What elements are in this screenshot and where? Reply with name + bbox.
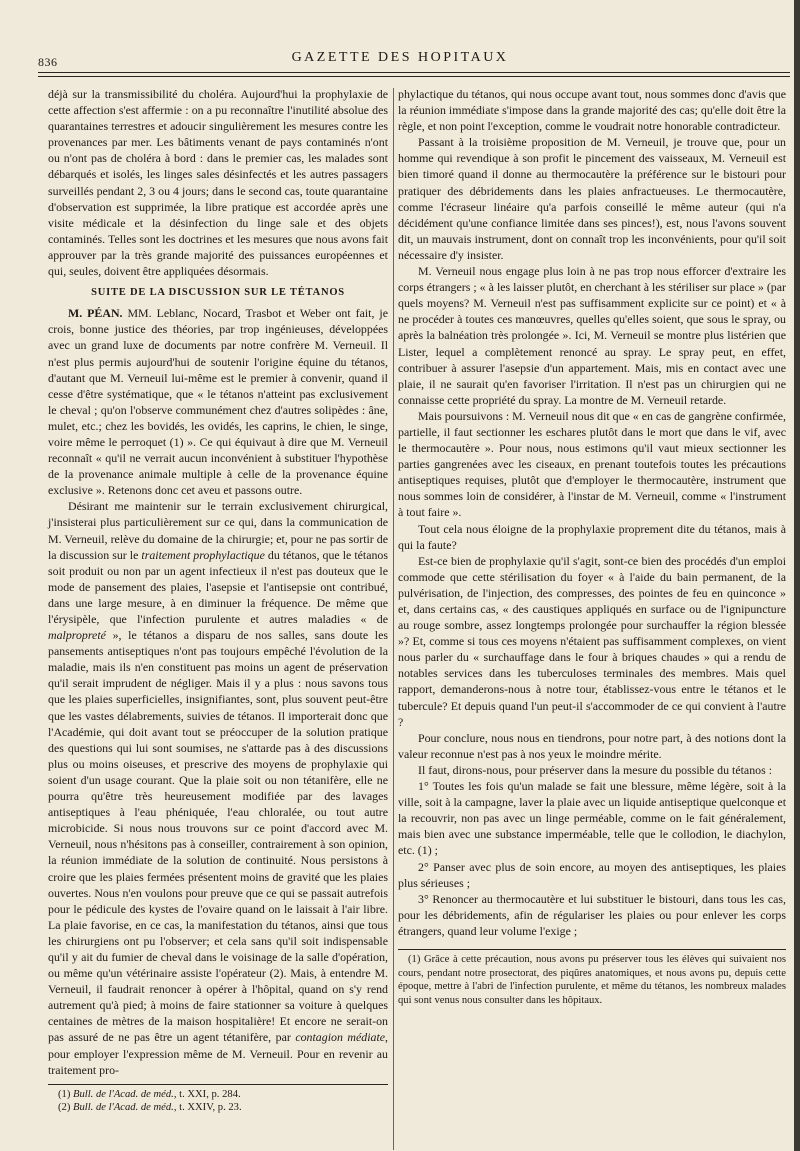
header-rule-thin (38, 76, 790, 77)
footnote-ref: , t. XXIV, p. 23. (173, 1102, 242, 1114)
footnote-rule (48, 1084, 388, 1085)
text-run: du tétanos, que le tétanos soit produit ou non par un agent infectieux il n'est pas douteux que le mode de pansement des plaies, l'asepsie et l'antisepsie ont contribué, dans une large mesure, à en diminuer la fréquence. De même que l'érysipèle, que l'infection purulente et autres maladies « de (48, 547, 389, 626)
paragraph-cholera: déjà sur la transmissibilité du choléra. Aujourd'hui la prophylaxie de cette affection s'est affermie : on a pu reconnaître l'inutilité absolue des quarantaines terrestres et adoucir singulièrement les mesures contre les provenances par mer. Les bâtiments venant de pays contaminés n'ont ou n'ont pas de choléra à bord : dans le premier cas, les malades sont débarqués et isolés, les linges sales désinfectés et les autres passagers surveillés pendant 2, 3 ou 4 jours; dans le second cas, toute quarantaine d'observation est supprimée, la libre pratique est accordée après une visite médicale et la désinfection du linge sale et des objets contaminés. Telles sont les doctrines et les mesures que nous avons fait approuver par la très grande majorité des puissances européennes et qui, seules, doivent être appliquées désormais. (48, 87, 388, 279)
column-divider (393, 88, 394, 1150)
paragraph-recommendations-intro: Il faut, dirons-nous, pour préserver dans la mesure du possible du tétanos : (418, 762, 772, 777)
footnote-1 (48, 1088, 388, 1102)
right-column (398, 86, 786, 1007)
paragraph-sterilization: Est-ce bien de prophylaxie qu'il s'agit, sont-ce bien des procédés d'un emploi commode que cette stérilisation du foyer « à l'aide du bain permanent, de la pulvérisation, de l'injection, des compresses, des pointes de feu en quinconce » et, dans certains cas, « des caustiques appliqués en surface ou de l'ignipuncture au rouge sombre, assez longtemps prolongée pour surchauffer la région blessée »? Et, comme si tous ces moyens n'étaient pas suffisamment complexes, on vient nous parler du « surchauffage dans le four à briques chaudes » qui a rendu de notables services dans les tuberculoses terminales des membres. Mais quel rapport, demanderons-nous à notre tour, établissez-vous entre le tétanos et le tubercule? Et depuis quand l'un peut-il s'accommoder de ce qui convient à l'autre ? (398, 553, 786, 729)
paragraph-thermocautery: Passant à la troisième proposition de M. Verneuil, je trouve que, pour un homme qui revendique à son profit le pincement des vaisseaux, M. Verneuil est bien timoré quand il donne au thermocautère la préférence sur le bistouri pour pratiquer des débridements dans les plaies anfractueuses. Le thermocautère, comme l'écraseur linéaire qu'a parfois conseillé le même auteur (qui n'a décidément qu'une confiance limitée dans ses pinces!), est, nous l'avons souvent dit, un mauvais instrument, dont on connaît trop les inconvénients, pour qu'il soit nécessaire d'y insister. (398, 135, 786, 262)
page-number: 836 (38, 55, 58, 69)
italic-run: traitement prophylactique (141, 547, 265, 562)
footnote-marker: (2) (58, 1102, 74, 1114)
footnote-rule (398, 949, 786, 950)
recommendation-2: 2° Panser avec plus de soin encore, au moyen des antiseptiques, les plaies plus sérieuses ; (398, 859, 786, 890)
paragraph-foreign-bodies: M. Verneuil nous engage plus loin à ne pas trop nous efforcer d'extraire les corps étrangers ; « à les laisser plutôt, en cherchant à les stériliser sur place » (par quels moyens? M. Verneuil n'est pas suffisamment explicite sur ce point) et « à ne procéder à toutes ces manœuvres, quelles qu'elles soient, que sous le spray, ou après la balnéation très prolongée ». Ici, M. Verneuil se montre plus listérien que Lister, lequel a complètement renoncé au spray. Le spray peut, en effet, contribuer à assurer l'asepsie d'un appartement. Mais, mis en contact avec une plaie, il ne saurait qu'en favoriser l'irritation. Il n'est pas un chirurgien qui ne connaisse cette propriété du spray. La montre de M. Verneuil retarde. (398, 264, 786, 407)
text-run: Désirant me maintenir sur le terrain exclusivement chirurgical, j'insisterai plus particulièrement sur ce qui, dans la communication de M. Verneuil, relève du domaine de la chirurgie; et, pour ne pas sortir de la discussion sur le (48, 499, 388, 562)
italic-run: contagion médiate (295, 1030, 386, 1045)
page-edge (794, 0, 800, 1151)
footnote-source: Bull. de l'Acad. de méd. (73, 1088, 174, 1100)
paragraph-immediate-union: phylactique du tétanos, qui nous occupe avant tout, nous sommes donc d'avis que la réunion immédiate s'impose dans la grande majorité des cas; qu'elle doit être la règle, et non point l'exception, comme le voudrait notre honorable contradicteur. (398, 87, 786, 134)
paragraph-pean-intro (48, 305, 388, 498)
running-title: GAZETTE DES HOPITAUX (291, 50, 509, 65)
paragraph-surgical-terrain (48, 498, 388, 1077)
recommendation-3: 3° Renoncer au thermocautère et lui substituer le bistouri, dans tous les cas, pour les débridements, afin de régulariser les plaies ou pour enlever les corps étrangers, quand leur volume l'exige ; (398, 891, 786, 938)
paragraph-conclusion: Pour conclure, nous nous en tiendrons, pour notre part, à des notions dont la valeur reconnue n'est pas à nos yeux le moindre mérite. (398, 730, 786, 761)
recommendation-1: 1° Toutes les fois qu'un malade se fait une blessure, même légère, soit à la ville, soit à la campagne, laver la plaie avec un liquide antiseptique quelconque et la recouvrir, non pas avec un linge perméable, comme on le fait généralement, mais bien avec une substance imperméable, telle que le collodion, le diachylon, etc. (1) ; (398, 779, 786, 858)
footnote-marker: (1) (58, 1088, 74, 1100)
footnote-source: Bull. de l'Acad. de méd. (73, 1102, 174, 1114)
footnote-ref: , t. XXI, p. 284. (173, 1088, 241, 1100)
paragraph-digression: Tout cela nous éloigne de la prophylaxie proprement dite du tétanos, mais à qui la faute? (398, 521, 786, 552)
text-run: , pour employer l'expression même de M. Verneuil. Pour en revenir au traitement pro- (48, 1030, 389, 1077)
section-heading: SUITE DE LA DISCUSSION SUR LE TÉTANOS (91, 287, 345, 299)
italic-run: malpropreté (48, 628, 106, 643)
footnote-right-1: (1) Grâce à cette précaution, nous avons pu préserver tous les élèves qui suivaient nos cours, pendant notre prosectorat, des piqûres anatomiques, et nous avons pu, depuis cette époque, mettre à l'abri de l'infection purulente, et même du tétanos, les nombreux malades qui sont venus nous consulter dans les hôpitaux. (398, 953, 786, 1006)
paragraph-gangrene: Mais poursuivons : M. Verneuil nous dit que « en cas de gangrène confirmée, partielle, il faut sectionner les eschares plutôt dans le mort que dans le vif, avec le thermocautère ». Pour nous, nous estimons qu'il vaut mieux sectionner les parties gangrenées avec les ciseaux, en prenant toutefois toutes les précautions antiseptiques requises, plutôt que d'employer le thermocautère, instrument que nous sommes loin de considérer, à l'instar de M. Verneuil, comme « l'instrument à tout faire ». (398, 408, 786, 520)
left-column (48, 86, 388, 1115)
footnote-2 (48, 1101, 388, 1115)
speaker-name: M. PÉAN. (68, 306, 123, 321)
header-rule-thick (38, 72, 790, 73)
paragraph-pean-text: MM. Leblanc, Nocard, Trasbot et Weber ont fait, je crois, bonne justice des théories, par trop ingénieuses, développées avec un grand luxe de documents par notre confrère M. Verneuil. Il n'est plus permis aujourd'hui de soutenir l'origine équine du tétanos, d'autant que M. Verneuil lui-même est le premier à convenir, quand il cesse d'être systématique, que « le tétanos n'atteint pas exclusivement le cheval ; qu'on l'observe communément chez d'autres solipèdes : âne, mulet, etc.; chez les bovidés, les ovidés, les caprins, le chien, le singe, voire même le perroquet (1) ». Ce qui équivaut à dire que M. Verneuil reconnaît « qu'il ne verrait aucun inconvénient à substituer l'hypothèse de la provenance animale multiple à celle de la provenance équine exclusive ». Retenons donc cet aveu et passons outre. (48, 306, 388, 498)
text-run: », le tétanos a disparu de nos salles, sans doute les pansements antiseptiques n'ont pas toujours empêché l'évolution de la maladie, mais ils n'en constituent pas moins un agent de préservation qu'il serait imprudent de négliger. Mais il y a plus : nous savons tous que les plaies superficielles, insignifiantes, sont, plus souvent peut-être que les vastes délabrements, suivies de tétanos. Il importerait donc que l'Académie, qui doit avant tout se préoccuper de la solution pratique des questions qui lui sont soumises, ne s'attarde pas à des discussions plus ou moins oiseuses, et prescrive des moyens de prophylaxie qui soient d'un usage courant. Que la plaie soit ou non tétanifère, elle ne pourra qu'être très heureusement modifiée par des lavages antiseptiques à l'eau phéniquée, l'eau chloralée, ou tout autre microbicide. Si nous nous trouvons sur ce point d'accord avec M. Verneuil, nous n'hésitons pas à conseiller, contrairement à son opinion, la réunion immédiate de la solution de continuité. Nous persistons à croire que les plaies fermées présentent moins de gravité que les plaies ouvertes. Nous n'en voulons pour preuve que ce qui se passait autrefois pour le pédicule des kystes de l'ovaire quand on le laissait à l'air libre. La plaie favorise, en ce cas, la manifestation du tétanos, ainsi que tous les chirurgiens ont pu l'observer; et cela sans qu'il soit indispensable qu'il y ait du fumier de cheval dans le voisinage de la salle d'opération, ou même qu'un vétérinaire assiste l'opérateur (2). Mais, à entendre M. Verneuil, il faudrait renoncer à opérer à l'hôpital, quand on s'y rend autrement qu'à pied; à moins de faire stationner sa voiture à quelques centaines de mètres de la maison hospitalière! Et encore ne serait-on pas assuré de ne pas être un agent tétanifère, par (48, 628, 388, 1045)
